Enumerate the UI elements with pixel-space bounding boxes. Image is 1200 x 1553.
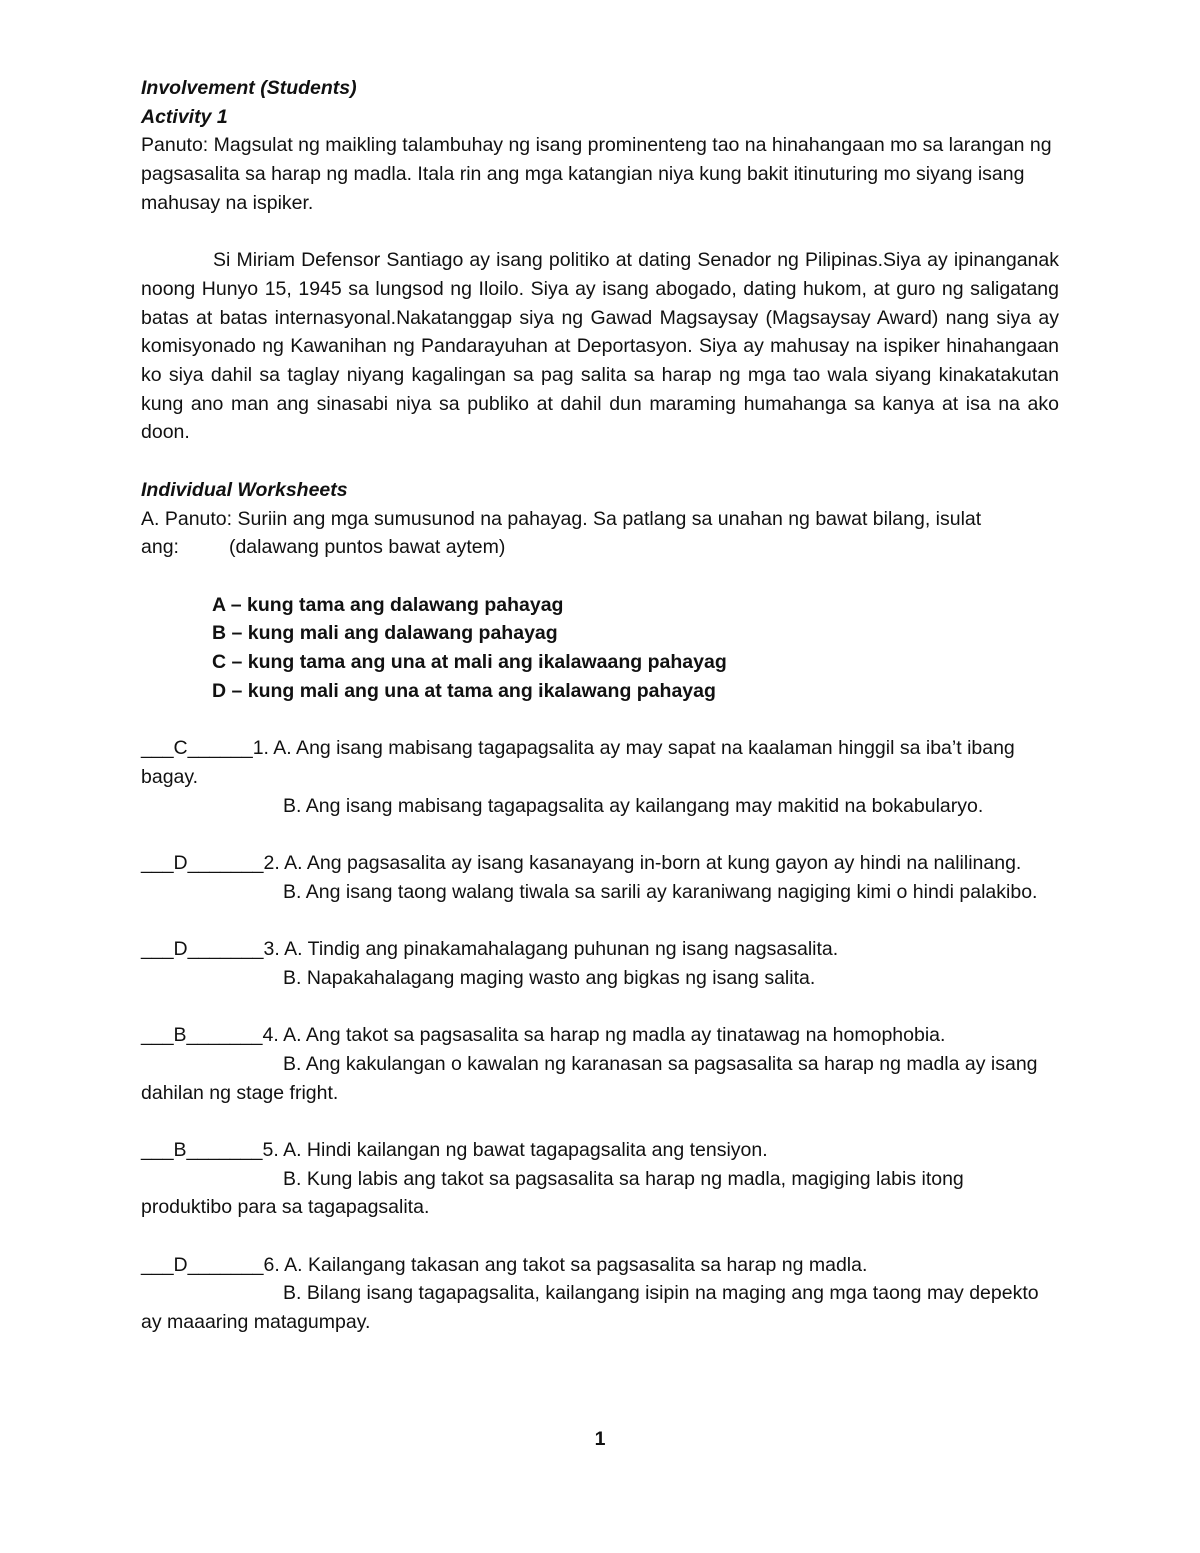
page-number: 1 [594, 1428, 606, 1450]
statement-b: B. Ang isang mabisang tagapagsalita ay kailangang may makitid na bokabularyo. [283, 794, 984, 817]
statement-b: B. Ang isang taong walang tiwala sa sarili ay karaniwang nagiging kimi o hindi palakibo. [283, 880, 1038, 903]
question-item-6 [141, 1251, 1059, 1337]
spacer [141, 820, 1059, 849]
statement-a: 2. A. Ang pagsasalita ay isang kasanayang in-born at kung gayon ay hindi na nalilinang. [263, 851, 1022, 874]
statement-b: B. Kung labis ang takot sa pagsasalita sa harap ng madla, magiging labis itong produktibo para sa tagapagsalita. [141, 1167, 964, 1219]
answer-blank[interactable]: ___D_______ [141, 851, 264, 874]
statement-b: B. Napakahalagang maging wasto ang bigkas ng isang salita. [283, 966, 816, 989]
option-d: D – kung mali ang una at tama ang ikalawang pahayag [212, 679, 716, 702]
statement-a: 1. A. Ang isang mabisang tagapagsalita ay may sapat na kaalaman hinggil sa iba’t ibang bagay. [141, 737, 1015, 788]
question-item-5 [141, 1136, 1059, 1222]
spacer [141, 1107, 1059, 1136]
activity-heading: Activity 1 [141, 105, 228, 128]
answer-blank[interactable]: ___B_______ [141, 1138, 263, 1161]
answer-blank[interactable]: ___D_______ [141, 938, 264, 960]
spacer [141, 562, 1059, 591]
spacer [141, 906, 1059, 935]
statement-a: 6. A. Kailangang takasan ang takot sa pagsasalita sa harap ng madla. [263, 1253, 868, 1276]
worksheet-heading: Individual Worksheets [141, 478, 348, 501]
question-item-3 [141, 935, 1059, 992]
statement-a: 3. A. Tindig ang pinakamahalagang puhunan ng isang nagsasalita. [263, 938, 839, 960]
page-content [141, 74, 1059, 1337]
instruction-prefix: ang: [141, 536, 179, 559]
answer-options [141, 591, 1059, 706]
answer-blank[interactable]: ___C______ [141, 737, 253, 760]
answer-blank[interactable]: ___D_______ [141, 1253, 264, 1276]
spacer [141, 447, 1059, 476]
question-item-2 [141, 849, 1059, 906]
option-b: B – kung mali ang dalawang pahayag [212, 622, 558, 645]
worksheet-instruction-line2 [141, 533, 1059, 562]
section-title: Involvement (Students) [141, 77, 357, 99]
statement-a: 5. A. Hindi kailangan ng bawat tagapagsalita ang tensiyon. [262, 1138, 768, 1161]
statement-b: B. Ang kakulangan o kawalan ng karanasan sa pagsasalita sa harap ng madla ay isang dahilan ng stage fright. [141, 1052, 1038, 1104]
spacer [141, 218, 1059, 247]
biography-paragraph: Si Miriam Defensor Santiago ay isang politiko at dating Senador ng Pilipinas.Siya ay ipinanganak noong Hunyo 15, 1945 sa lungsod ng Iloilo. Siya ay isang abogado, dating hukom, at guro ng saligatang batas at batas internasyonal.Nakatanggap siya ng Gawad Magsaysay (Magsaysay Award) nang siya ay komisyonado ng Kawanihan ng Pandarayuhan at Deportasyon. Siya ay mahusay na ispiker hinahangaan ko siya dahil sa taglay niyang kagalingan sa pag salita sa harap ng mga tao wala siyang kinakatakutan kung ano man ang sinasabi niya sa publiko at dahil dun maraming humahanga sa kanya at isa na ako doon. [141, 249, 1059, 444]
question-item-1 [141, 734, 1059, 820]
spacer [141, 705, 1059, 734]
spacer [141, 1222, 1059, 1251]
option-a: A – kung tama ang dalawang pahayag [212, 593, 564, 616]
activity-instructions: Panuto: Magsulat ng maikling talambuhay ng isang prominenteng tao na hinahangaan mo sa larangan ng pagsasalita sa harap ng madla. Itala rin ang mga katangian niya kung bakit itinuturing mo siyang isang mahusay na ispiker. [141, 134, 1052, 214]
instruction-points-note: (dalawang puntos bawat aytem) [228, 536, 506, 559]
question-item-4 [141, 1021, 1059, 1107]
worksheet-instruction-line1: A. Panuto: Suriin ang mga sumusunod na pahayag. Sa patlang sa unahan ng bawat bilang, isulat [141, 507, 982, 530]
option-c: C – kung tama ang una at mali ang ikalawaang pahayag [212, 651, 727, 674]
answer-blank[interactable]: ___B_______ [141, 1024, 263, 1047]
statement-a: 4. A. Ang takot sa pagsasalita sa harap ng madla ay tinatawag na homophobia. [262, 1024, 946, 1047]
statement-b: B. Bilang isang tagapagsalita, kailangang isipin na maging ang mga taong may depekto ay maaaring matagumpay. [141, 1282, 1039, 1334]
spacer [141, 992, 1059, 1021]
